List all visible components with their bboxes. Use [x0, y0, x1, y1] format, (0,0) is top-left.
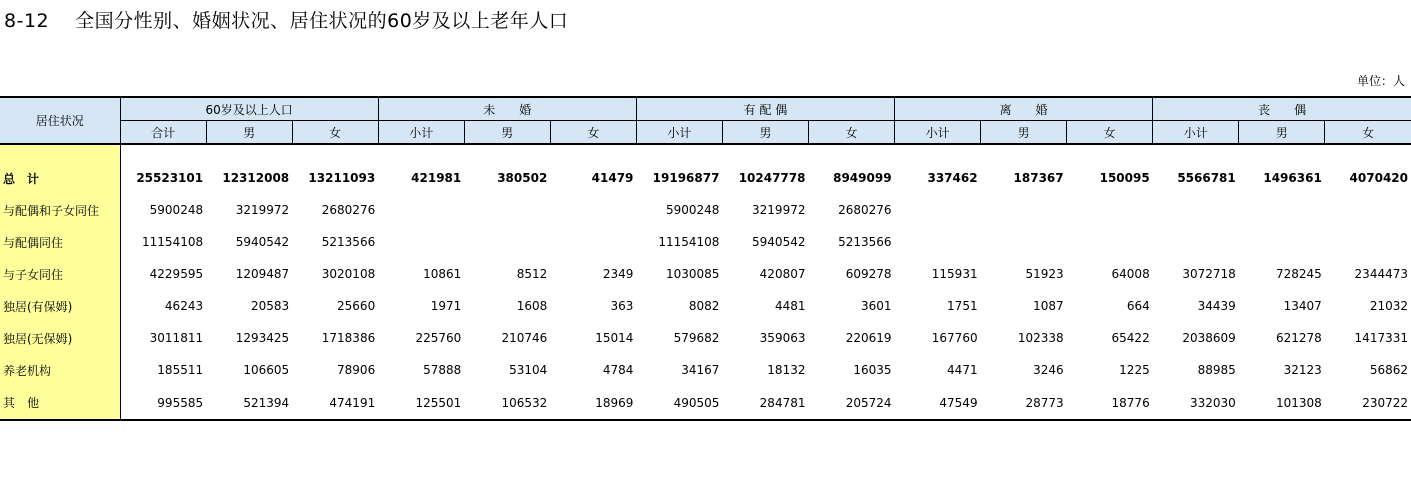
table-cell: 18132 — [767, 363, 806, 377]
column-header: 男 — [981, 121, 1067, 145]
table-cell: 10247778 — [738, 171, 806, 185]
table-cell — [550, 226, 636, 258]
column-header: 女 — [808, 121, 894, 145]
column-header: 男 — [722, 121, 808, 145]
table-cell: 332030 — [1153, 386, 1239, 420]
column-header: 女 — [1325, 121, 1411, 145]
table-cell: 13407 — [1283, 299, 1322, 313]
table-cell: 8949099 — [833, 171, 892, 185]
table-cell: 3601 — [861, 299, 892, 313]
column-header: 男 — [206, 121, 292, 145]
table-row — [0, 354, 1411, 386]
table-cell — [981, 226, 1067, 258]
table-cell: 205724 — [808, 386, 894, 420]
table-cell: 106532 — [464, 386, 550, 420]
table-cell: 284781 — [722, 386, 808, 420]
group-header: 未 婚 — [378, 97, 636, 121]
table-cell: 11154108 — [658, 235, 720, 249]
table-cell: 5940542 — [752, 235, 806, 249]
table-cell: 78906 — [337, 363, 376, 377]
table-cell — [895, 226, 981, 258]
table-cell: 125501 — [378, 386, 464, 420]
table-cell: 28773 — [981, 386, 1067, 420]
table-cell — [1239, 226, 1325, 258]
table-cell: 1718386 — [321, 331, 376, 345]
table-cell: 1293425 — [235, 331, 290, 345]
table-cell: 51923 — [1025, 267, 1064, 281]
table-cell — [1153, 194, 1239, 226]
table-row — [0, 162, 1411, 194]
column-header: 女 — [1067, 121, 1153, 145]
column-header: 小计 — [895, 121, 981, 145]
table-cell: 1087 — [1033, 299, 1064, 313]
table-cell: 4229595 — [149, 267, 204, 281]
table-cell: 11154108 — [142, 235, 204, 249]
table-cell: 3072718 — [1182, 267, 1236, 281]
row-label: 总 计 — [0, 162, 120, 194]
table-cell: 20583 — [250, 299, 290, 313]
table-cell: 53104 — [509, 363, 548, 377]
column-header: 小计 — [378, 121, 464, 145]
table-cell: 3011811 — [149, 331, 204, 345]
column-header: 小计 — [1153, 121, 1239, 145]
table-cell: 64008 — [1111, 267, 1150, 281]
table-cell: 185511 — [157, 363, 204, 377]
table-cell: 41479 — [591, 171, 634, 185]
table-cell: 8082 — [688, 299, 720, 313]
group-header: 60岁及以上人口 — [120, 97, 378, 121]
table-cell: 8512 — [516, 267, 548, 281]
table-cell: 421981 — [411, 171, 462, 185]
table-cell: 47549 — [895, 386, 981, 420]
unit-label: 单位：人 — [1356, 74, 1405, 88]
table-cell: 16035 — [853, 363, 892, 377]
table-cell: 150095 — [1099, 171, 1150, 185]
column-header: 女 — [292, 121, 378, 145]
table-cell: 102338 — [1017, 331, 1064, 345]
table-cell: 1971 — [430, 299, 462, 313]
table-cell: 167760 — [931, 331, 978, 345]
table-cell: 1608 — [516, 299, 548, 313]
group-header-row — [0, 97, 1411, 121]
table-row — [0, 386, 1411, 420]
table-cell: 664 — [1126, 299, 1150, 313]
table-cell: 34439 — [1197, 299, 1236, 313]
table-cell: 380502 — [497, 171, 548, 185]
table-cell: 1209487 — [235, 267, 290, 281]
table-cell: 359063 — [759, 331, 806, 345]
table-cell — [464, 194, 550, 226]
table-cell: 3219972 — [752, 203, 806, 217]
table-cell: 18776 — [1067, 386, 1153, 420]
table-cell: 46243 — [164, 299, 204, 313]
table-body — [0, 144, 1411, 420]
table-cell: 88985 — [1197, 363, 1236, 377]
table-cell: 728245 — [1276, 267, 1322, 281]
table-cell: 490505 — [636, 386, 722, 420]
table-cell: 12312008 — [222, 171, 290, 185]
table-cell: 579682 — [673, 331, 720, 345]
table-cell: 337462 — [927, 171, 978, 185]
table-cell: 57888 — [423, 363, 462, 377]
table-cell: 3219972 — [235, 203, 290, 217]
table-cell — [464, 226, 550, 258]
page-title — [4, 6, 568, 33]
sub-header-row — [0, 121, 1411, 145]
table-cell: 2349 — [602, 267, 634, 281]
table-cell: 2038609 — [1182, 331, 1236, 345]
column-header: 男 — [1239, 121, 1325, 145]
table-cell: 1496361 — [1263, 171, 1322, 185]
table-cell: 2680276 — [321, 203, 376, 217]
row-label: 其 他 — [0, 386, 120, 420]
row-label: 与子女同住 — [0, 258, 120, 290]
table-row — [0, 322, 1411, 354]
table-cell: 32123 — [1283, 363, 1322, 377]
table-cell: 5213566 — [838, 235, 892, 249]
spacer-row — [0, 144, 1411, 162]
table-cell: 15014 — [595, 331, 634, 345]
table-cell: 1751 — [947, 299, 978, 313]
table-cell: 1417331 — [1354, 331, 1408, 345]
table-cell — [378, 226, 464, 258]
table-cell: 18969 — [550, 386, 636, 420]
table-row — [0, 290, 1411, 322]
table-cell: 420807 — [759, 267, 806, 281]
table-cell: 10861 — [423, 267, 462, 281]
statistics-table — [0, 96, 1411, 421]
table-number: 8-12 — [4, 10, 50, 32]
table-cell: 230722 — [1325, 386, 1411, 420]
table-row — [0, 226, 1411, 258]
table-cell: 363 — [610, 299, 634, 313]
table-cell: 4784 — [602, 363, 634, 377]
table-cell: 5940542 — [235, 235, 290, 249]
table-cell: 621278 — [1276, 331, 1322, 345]
group-header: 离 婚 — [895, 97, 1153, 121]
table-cell: 210746 — [501, 331, 548, 345]
row-label: 与配偶同住 — [0, 226, 120, 258]
table-title: 全国分性别、婚姻状况、居住状况的60岁及以上老年人口 — [75, 10, 569, 32]
table-cell: 19196877 — [652, 171, 720, 185]
table-cell: 5566781 — [1177, 171, 1236, 185]
row-label: 养老机构 — [0, 354, 120, 386]
table-cell: 3246 — [1033, 363, 1064, 377]
table-cell: 521394 — [206, 386, 292, 420]
table-cell — [1325, 194, 1411, 226]
table-cell: 474191 — [292, 386, 378, 420]
table-cell: 187367 — [1013, 171, 1064, 185]
column-header: 小计 — [636, 121, 722, 145]
table-cell: 13211093 — [308, 171, 376, 185]
table-cell: 34167 — [681, 363, 720, 377]
table-cell: 4070420 — [1349, 171, 1408, 185]
table-cell: 5900248 — [149, 203, 204, 217]
table-cell: 1030085 — [665, 267, 720, 281]
table-cell — [981, 194, 1067, 226]
table-cell — [1153, 226, 1239, 258]
group-header: 丧 偶 — [1153, 97, 1411, 121]
row-label: 独居(有保姆) — [0, 290, 120, 322]
table-cell: 4481 — [774, 299, 806, 313]
table-row — [0, 258, 1411, 290]
table-cell: 56862 — [1369, 363, 1408, 377]
group-header: 有 配 偶 — [636, 97, 894, 121]
table-cell: 995585 — [120, 386, 206, 420]
table-cell — [1067, 194, 1153, 226]
table-row — [0, 194, 1411, 226]
table-cell: 115931 — [931, 267, 978, 281]
table-cell — [1067, 226, 1153, 258]
table-cell — [895, 194, 981, 226]
table-cell: 5213566 — [321, 235, 376, 249]
table-cell: 609278 — [845, 267, 892, 281]
table-cell: 1225 — [1119, 363, 1150, 377]
table-cell: 225760 — [415, 331, 462, 345]
table-cell: 25660 — [337, 299, 376, 313]
table-cell: 101308 — [1239, 386, 1325, 420]
row-label: 独居(无保姆) — [0, 322, 120, 354]
table-cell — [550, 194, 636, 226]
table-cell: 65422 — [1111, 331, 1150, 345]
table-cell: 5900248 — [665, 203, 720, 217]
column-header: 合计 — [120, 121, 206, 145]
table-cell: 3020108 — [321, 267, 376, 281]
table-cell: 4471 — [947, 363, 978, 377]
table-cell: 220619 — [845, 331, 892, 345]
table-cell: 2344473 — [1354, 267, 1408, 281]
row-label: 与配偶和子女同住 — [0, 194, 120, 226]
table-cell — [378, 194, 464, 226]
table-cell: 25523101 — [136, 171, 204, 185]
table-cell: 106605 — [243, 363, 290, 377]
column-header: 女 — [550, 121, 636, 145]
table-cell — [1325, 226, 1411, 258]
table-cell: 21032 — [1369, 299, 1408, 313]
row-header: 居住状况 — [0, 97, 120, 144]
table-cell: 2680276 — [838, 203, 892, 217]
column-header: 男 — [464, 121, 550, 145]
table-cell — [1239, 194, 1325, 226]
